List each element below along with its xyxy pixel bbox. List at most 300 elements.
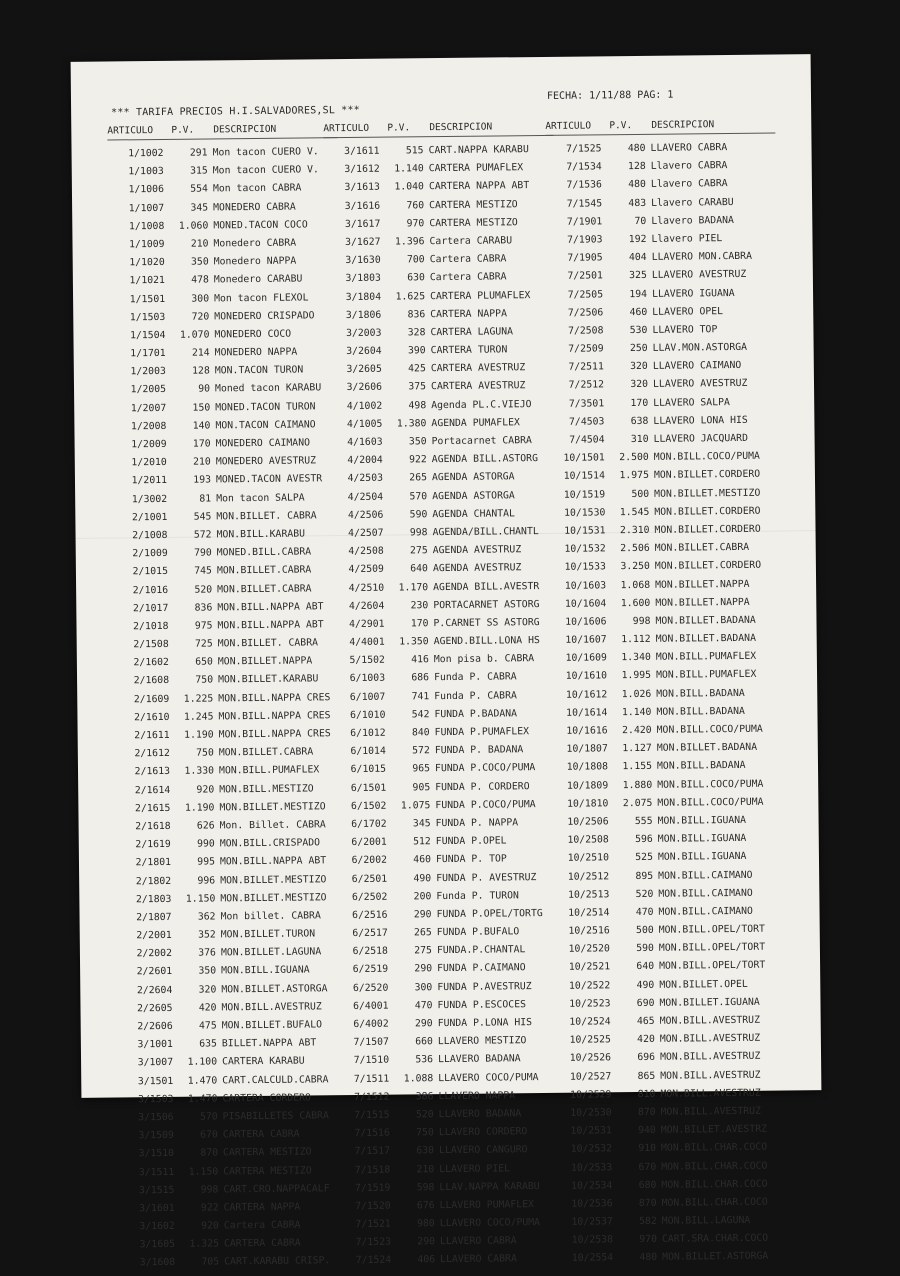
article-code: 10/1809 (566, 779, 609, 792)
description: MON.BILLET.CORDERO (654, 523, 761, 536)
price-row (554, 942, 784, 963)
article-code: 6/1014 (350, 745, 386, 758)
price: 352 (197, 929, 216, 941)
price-row (324, 162, 554, 183)
description: MONEDERO AVESTRUZ (215, 455, 317, 468)
article-code: 1/1503 (129, 311, 166, 323)
price: 630 (407, 272, 425, 284)
price: 3.250 (620, 561, 650, 573)
price: 498 (408, 399, 427, 412)
article-code: 3/2605 (346, 363, 382, 376)
price: 626 (196, 820, 215, 832)
description: MON.BILLET.CABRA (654, 541, 750, 554)
price: 870 (638, 1197, 657, 1209)
price-row (327, 453, 557, 474)
price: 670 (200, 1129, 218, 1141)
price: 290 (414, 1018, 433, 1030)
price-row (112, 619, 342, 640)
price-row (334, 1126, 564, 1147)
price-row (327, 435, 557, 456)
description: MON.BILL.IGUANA (657, 814, 747, 827)
column-header (545, 119, 775, 136)
article-code: 2/1009 (132, 548, 168, 560)
description: LLAVERO NAPPA (438, 1090, 516, 1102)
article-code: 3/1617 (344, 218, 381, 230)
article-code: 6/2002 (351, 854, 388, 867)
price: 970 (639, 1234, 658, 1246)
price-rows (323, 144, 565, 1274)
article-code: 4/2604 (348, 600, 385, 612)
price: 836 (407, 308, 426, 321)
price: 1.380 (396, 418, 427, 430)
price-row (546, 196, 776, 217)
price: 810 (637, 1088, 656, 1100)
price-row (118, 1165, 348, 1186)
article-code: 2/1018 (133, 620, 169, 633)
article-code: 3/1806 (345, 309, 382, 321)
description: Cartera CABRA (223, 1219, 301, 1232)
article-code: 3/1627 (345, 236, 381, 248)
article-code: 3/1602 (139, 1220, 175, 1233)
article-code: 4/4001 (349, 636, 385, 649)
price-row (111, 492, 341, 513)
description: MON.BILL.AVESTRUZ (221, 1001, 322, 1014)
price: 465 (636, 1015, 655, 1028)
article-code: 10/1532 (564, 543, 606, 555)
article-code: 10/2506 (567, 816, 609, 828)
header-articulo: ARTICULO (323, 122, 370, 135)
description: AGENDA CHANTAL (432, 508, 515, 520)
price-row (328, 562, 558, 583)
description: LLAV.NAPPA KARABU (439, 1180, 540, 1193)
article-code: 7/2509 (568, 343, 604, 355)
price: 1.068 (620, 579, 651, 591)
article-code: 10/2508 (567, 834, 609, 846)
price: 350 (190, 256, 209, 268)
price: 741 (411, 690, 430, 702)
description: MON.BILLET.MESTIZO (654, 487, 761, 500)
description: MON.BILL.IGUANA (657, 851, 747, 864)
description: MON.BILL.BADANA (656, 705, 745, 718)
price-row (548, 342, 778, 363)
article-code: 7/1507 (353, 1036, 389, 1049)
article-code: 1/1501 (129, 293, 166, 305)
price: 745 (194, 565, 212, 577)
article-code: 10/2512 (567, 870, 610, 883)
price-row (329, 671, 559, 692)
price-row (326, 398, 556, 419)
article-code: 3/1804 (345, 291, 382, 303)
price-row (548, 396, 778, 417)
price-row (114, 764, 344, 785)
price-row (119, 1237, 349, 1258)
price: 520 (194, 583, 213, 596)
price-row (553, 869, 783, 890)
article-code: 6/2516 (352, 909, 388, 921)
price-row (556, 1178, 786, 1199)
price-row (557, 1215, 787, 1236)
header-descripcion: DESCRIPCION (213, 123, 277, 136)
description: MON.BILLET.KARABU (218, 673, 319, 686)
price-row (334, 1108, 564, 1129)
price: 998 (200, 1184, 219, 1196)
price-row (557, 1196, 787, 1217)
price-row (332, 962, 562, 983)
price-row (554, 924, 784, 945)
description: Llavero PIEL (651, 233, 723, 245)
description: FUNDA P.ESCOCES (437, 998, 527, 1011)
price: 140 (192, 420, 211, 432)
price: 320 (630, 379, 649, 391)
description: MON.BILL.CHAR.COCO (660, 1141, 768, 1155)
description: Monedero CARABU (213, 273, 303, 286)
description: MON.BILLET.BADANA (655, 614, 756, 627)
price-row (547, 287, 777, 308)
article-code: 3/1601 (139, 1202, 175, 1215)
price-row (330, 780, 560, 801)
description: MON.BILL.OPEL/TORT (658, 923, 765, 936)
price-row (116, 983, 346, 1004)
price-row (553, 814, 783, 835)
price: 1.600 (620, 597, 651, 609)
price-row (549, 433, 779, 454)
price-row (552, 760, 782, 781)
price: 598 (416, 1181, 435, 1194)
price: 1.545 (619, 506, 650, 518)
description: PORTACARNET ASTORG (433, 598, 540, 611)
price-row (552, 742, 782, 763)
price: 1.625 (395, 290, 426, 303)
price: 290 (413, 909, 432, 921)
price: 265 (413, 927, 432, 939)
price: 193 (193, 474, 212, 487)
price-row (326, 362, 556, 383)
description: LLAVERO AVESTRUZ (651, 269, 747, 282)
description: CARTERA AVESTRUZ (430, 380, 526, 393)
article-code: 4/2508 (348, 545, 384, 558)
price-row (327, 489, 557, 510)
description: CARTERA PLUMAFLEX (430, 289, 531, 302)
article-code: 7/1523 (355, 1236, 392, 1249)
price-row (328, 580, 558, 601)
description: MONED.TACON COCO (213, 219, 308, 232)
description: MON.BILL.NAPPA CRES (218, 710, 331, 723)
price-row (556, 1142, 786, 1163)
article-code: 6/2519 (352, 964, 389, 976)
price-row (329, 635, 559, 656)
price: 404 (628, 252, 647, 264)
price-row (552, 723, 782, 744)
price: 300 (191, 292, 210, 305)
price-row (116, 946, 346, 967)
article-code: 1/1007 (128, 202, 165, 214)
description: LLAVERO BADANA (438, 1053, 521, 1066)
price: 965 (412, 763, 431, 775)
description: MON.BILLET.CORDERO (653, 469, 761, 482)
price: 500 (631, 488, 650, 500)
price-row (115, 837, 345, 858)
price-row (112, 528, 342, 549)
description: Funda P. CABRA (434, 671, 517, 684)
article-code: 10/2554 (571, 1252, 614, 1265)
description: MONEDERO CRISPADO (214, 310, 315, 323)
article-code: 2/1017 (132, 602, 169, 614)
price-row (334, 1144, 564, 1165)
description: MON.BILL.AVESTRUZ (659, 1051, 761, 1064)
price: 905 (412, 781, 431, 793)
article-code: 7/2511 (568, 361, 604, 373)
price-row (110, 346, 340, 367)
price-row (332, 999, 562, 1020)
description: Mon tacon CUERO V. (212, 146, 319, 159)
price-row (334, 1162, 564, 1183)
price-row (116, 910, 346, 931)
article-code: 1/2003 (130, 366, 166, 378)
description: Moned tacon KARABU (214, 382, 322, 395)
article-code: 7/1520 (355, 1200, 391, 1212)
price: 345 (190, 202, 209, 214)
description: MON.BILL.NAPPA ABT (217, 619, 324, 632)
price: 922 (200, 1202, 219, 1214)
article-code: 1/1701 (130, 347, 166, 360)
price-row (325, 326, 555, 347)
description: Llavero CABRA (650, 160, 728, 173)
article-code: 7/1516 (354, 1127, 390, 1140)
description: MON.BILLET.CABRA (217, 582, 312, 595)
description: MON.BILLET.BUFALO (221, 1019, 323, 1032)
description: MON.BILL.AVESTRUZ (660, 1087, 761, 1100)
price: 975 (194, 620, 213, 632)
description: CART.NAPPA KARABU (428, 144, 529, 157)
price: 650 (195, 656, 213, 668)
article-code: 2/1613 (134, 766, 171, 778)
price-row (119, 1219, 349, 1240)
article-code: 6/2520 (352, 982, 389, 994)
description: CARTERA MESTIZO (429, 216, 518, 229)
article-code: 7/2512 (568, 379, 605, 392)
price-row (557, 1251, 787, 1272)
article-code: 10/1606 (565, 616, 607, 628)
description: CARTERA NAPPA (223, 1201, 301, 1214)
price-row (333, 1035, 563, 1056)
description: Llavero CARABU (651, 196, 734, 209)
price-row (331, 817, 561, 838)
price-row (118, 1183, 348, 1204)
description: CARTERA MESTIZO (223, 1164, 312, 1177)
article-code: 2/1619 (135, 839, 171, 851)
price: 192 (628, 233, 647, 246)
description: MONEDERO CAIMANO (215, 437, 311, 450)
price-row (546, 178, 776, 199)
description: LLAVERO PIEL (439, 1162, 511, 1175)
description: MON.BILL.AVESTRUZ (659, 1014, 761, 1027)
article-code: 2/1612 (134, 748, 170, 760)
article-code: 1/2009 (131, 438, 167, 451)
description: LLAVERO CABRA (440, 1253, 517, 1266)
article-code: 7/1521 (355, 1218, 391, 1231)
article-code: 10/2536 (571, 1198, 613, 1210)
price: 1.190 (184, 729, 214, 741)
article-code: 7/2505 (567, 288, 604, 301)
price-row (549, 505, 779, 526)
article-code: 2/1016 (132, 584, 169, 596)
price-row (552, 796, 782, 817)
description: CARTERA MESTIZO (222, 1146, 312, 1159)
price: 1.112 (621, 633, 651, 646)
price: 214 (191, 347, 210, 359)
price-row (555, 1051, 785, 1072)
description: MON.BILL.PUMAFLEX (218, 764, 320, 777)
article-code: 7/1515 (354, 1109, 390, 1121)
price-row (117, 1037, 347, 1058)
description: MON.BILL.CRISPADO (219, 837, 321, 850)
price-row (334, 1180, 564, 1201)
description: MON.BILL.COCO/PUMA (657, 778, 764, 791)
article-code: 10/1604 (564, 598, 607, 610)
price-row (108, 201, 338, 222)
price-row (115, 874, 345, 895)
article-code: 4/1603 (347, 436, 383, 449)
price-row (325, 289, 555, 310)
description: LLAVERO SALPA (653, 396, 730, 409)
article-code: 3/2003 (346, 327, 382, 339)
article-code: 6/1702 (351, 818, 387, 830)
price: 570 (409, 490, 428, 502)
price-row (118, 1128, 348, 1149)
price: 290 (417, 1236, 436, 1248)
description: Mon billet. CABRA (220, 910, 321, 923)
price: 970 (406, 217, 425, 230)
article-code: 10/2513 (567, 888, 610, 901)
article-code: 7/1903 (567, 234, 603, 246)
description: CART.CALCULD.CABRA (222, 1073, 329, 1086)
description: CARTERA KARABU (222, 1055, 305, 1068)
article-code: 4/1005 (346, 418, 383, 430)
article-code: 6/1012 (350, 727, 386, 740)
article-code: 2/2604 (136, 984, 173, 996)
article-code: 3/1511 (138, 1166, 175, 1178)
article-code: 4/2503 (347, 473, 384, 485)
price: 760 (406, 199, 425, 211)
article-code: 10/1616 (566, 725, 608, 737)
description: Cartera CARABU (429, 235, 513, 248)
document-title: *** TARIFA PRECIOS H.I.SALVADORES,SL *** (111, 104, 361, 119)
price: 1.100 (187, 1056, 218, 1069)
price: 700 (406, 254, 425, 266)
price: 128 (192, 365, 210, 377)
article-code: 3/1506 (138, 1111, 174, 1124)
price-row (550, 614, 780, 635)
article-code: 4/1002 (346, 400, 383, 412)
article-code: 3/1611 (344, 145, 380, 158)
price: 2.420 (622, 724, 652, 737)
price-row (108, 237, 338, 258)
price-row (550, 560, 780, 581)
price: 515 (405, 145, 424, 157)
price: 910 (638, 1143, 657, 1155)
article-code: 7/1534 (566, 161, 602, 173)
price: 2.310 (619, 524, 650, 537)
price-row (330, 744, 560, 765)
description: LLAVERO CORDERO (438, 1126, 528, 1139)
header-descripcion: DESCRIPCION (651, 119, 715, 131)
price-row (547, 251, 777, 272)
price-row (331, 835, 561, 856)
price: 542 (411, 708, 430, 721)
price-row (552, 778, 782, 799)
description: Monedero NAPPA (213, 255, 297, 268)
price-row (332, 944, 562, 965)
price-row (117, 1055, 347, 1076)
description: MON.BILL.OPEL/TORT (659, 960, 766, 973)
article-code: 2/1618 (135, 820, 171, 833)
price-row (549, 523, 779, 544)
price-row (555, 1033, 785, 1054)
price: 705 (201, 1256, 220, 1269)
price-row (548, 360, 778, 381)
description: MONED.TACON AVESTR (215, 473, 323, 486)
price: 790 (193, 547, 212, 559)
price: 590 (636, 943, 654, 955)
article-code: 10/1531 (564, 525, 606, 537)
description: MON.BILL.NAPPA CRES (218, 691, 331, 705)
description: MON.BILL.CAIMANO (658, 869, 753, 882)
price: 210 (416, 1163, 435, 1175)
price-row (114, 801, 344, 822)
price-row (117, 1019, 347, 1040)
description: LLAVERO MESTIZO (437, 1035, 527, 1048)
description: Llavero CABRA (650, 178, 728, 191)
price: 1.060 (178, 220, 209, 232)
description: CARTERA TURON (430, 344, 508, 357)
article-code: 6/4002 (353, 1018, 389, 1030)
article-code: 10/1533 (564, 561, 606, 574)
price: 725 (194, 638, 213, 650)
price-row (327, 508, 557, 529)
price-row (546, 160, 776, 181)
article-code: 4/2506 (347, 509, 384, 521)
article-code: 1/1009 (129, 238, 165, 251)
article-code: 5/1502 (349, 654, 385, 667)
article-code: 10/2533 (570, 1161, 613, 1174)
description: MONED.TACON TURON (215, 400, 316, 414)
description: MON.BILLET.AVESTRZ (660, 1123, 768, 1136)
header-pv: P.V. (387, 122, 411, 134)
article-code: 10/2526 (569, 1052, 612, 1065)
article-code: 4/2509 (348, 563, 384, 576)
price: 483 (628, 197, 647, 209)
article-code: 4/2510 (348, 582, 385, 594)
article-code: 2/1008 (132, 529, 168, 542)
description: FUNDA P. NAPPA (435, 817, 519, 830)
price: 70 (634, 215, 647, 227)
price: 1.088 (403, 1072, 434, 1085)
price: 490 (636, 979, 655, 991)
article-code: 2/1508 (133, 638, 169, 651)
price: 980 (417, 1218, 435, 1230)
description: FUNDA P.COCO/PUMA (434, 762, 536, 775)
description: CARTERA PUMAFLEX (428, 162, 524, 175)
price: 500 (635, 924, 654, 937)
price: 460 (413, 854, 432, 866)
price: 676 (416, 1200, 435, 1212)
price: 320 (630, 361, 648, 373)
article-code: 1/1006 (128, 184, 164, 196)
description: CART.KARABU CRISP. (224, 1255, 331, 1268)
price-row (326, 344, 556, 365)
description: MON.BILL.AVESTRUZ (660, 1069, 761, 1082)
price: 572 (412, 745, 430, 757)
